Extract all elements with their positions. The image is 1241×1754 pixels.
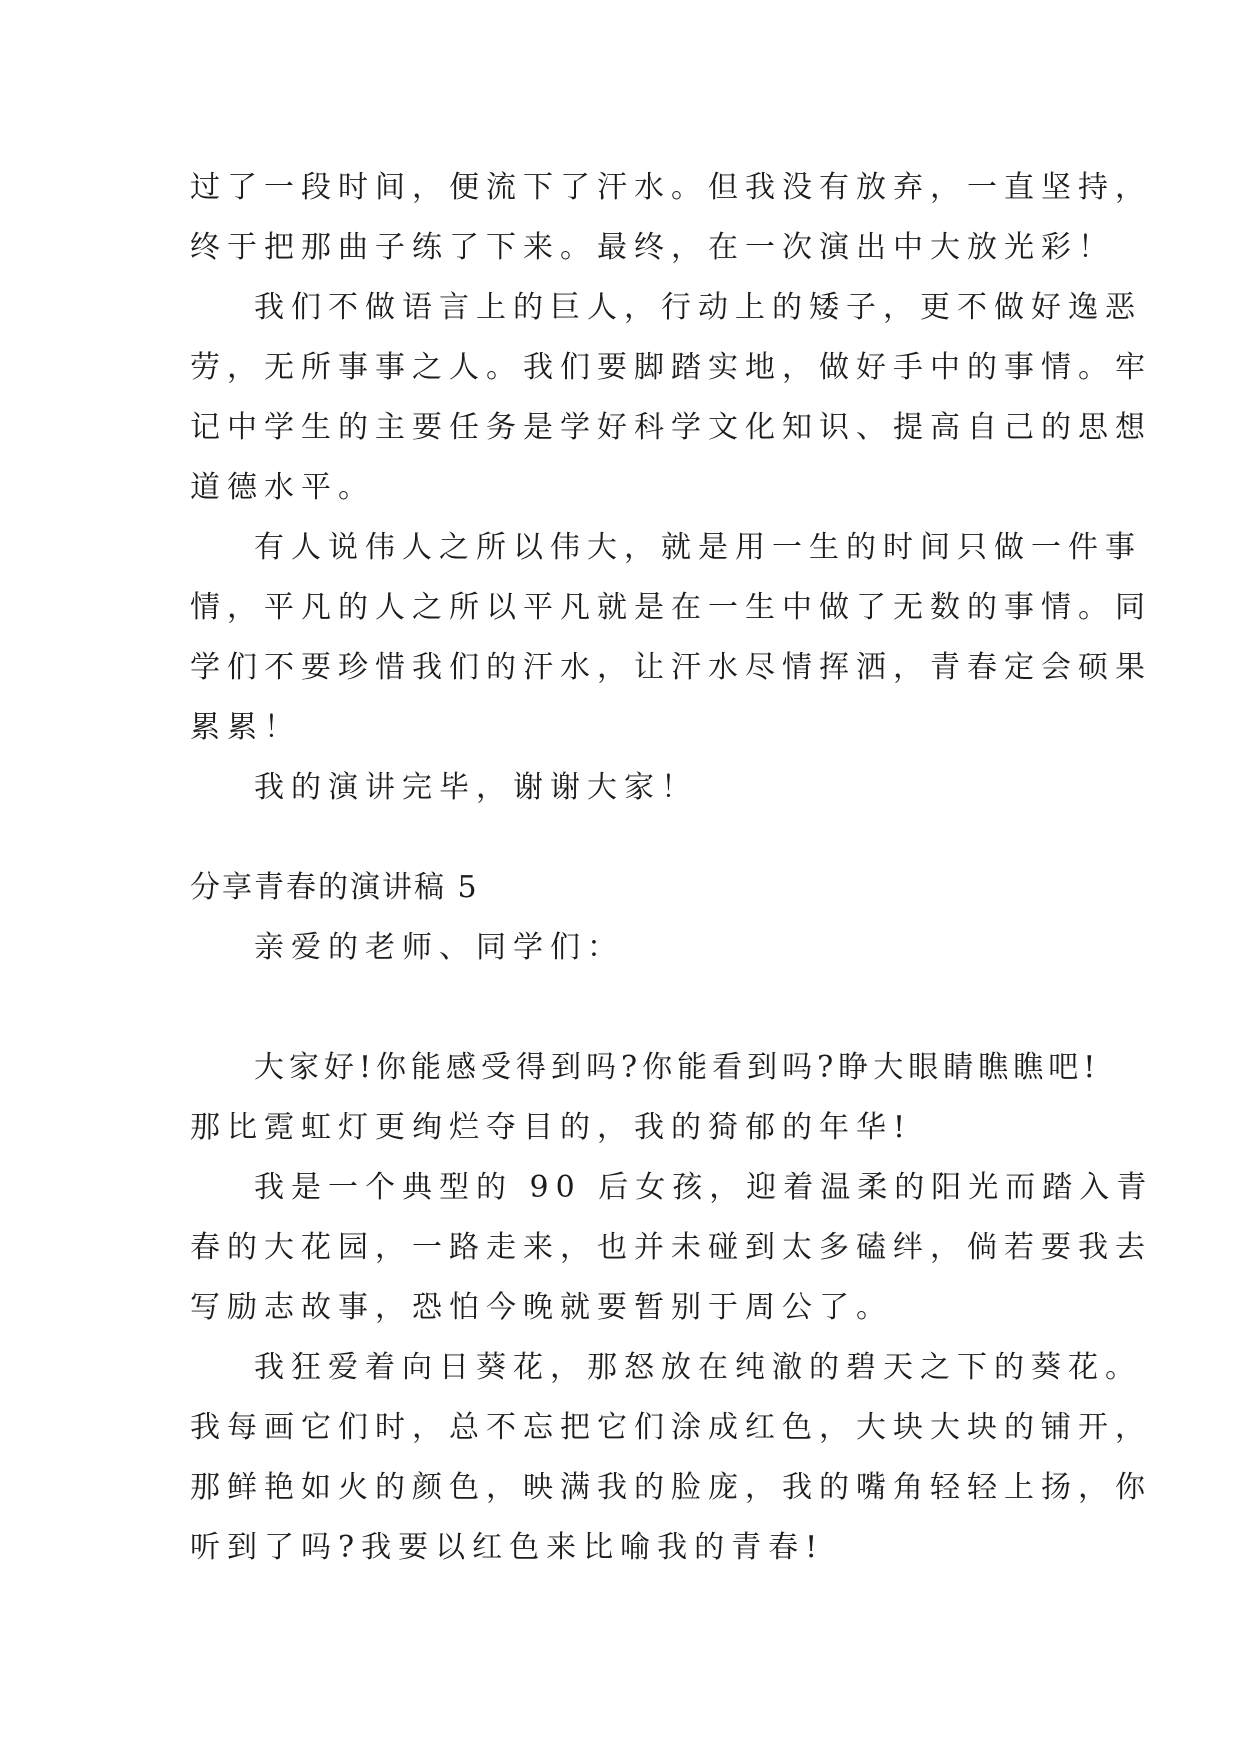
text-line: 学们不要珍惜我们的汗水，让汗水尽情挥洒，青春定会硕果: [190, 650, 1152, 685]
text-line: 记中学生的主要任务是学好科学文化知识、提高自己的思想: [190, 410, 1152, 445]
text-line: 那鲜艳如火的颜色，映满我的脸庞，我的嘴角轻轻上扬，你: [190, 1470, 1152, 1505]
text-line: 写励志故事，恐怕今晚就要暂别于周公了。: [190, 1290, 893, 1325]
text-line: 过了一段时间，便流下了汗水。但我没有放弃，一直坚持，: [190, 170, 1152, 205]
text-line: 终于把那曲子练了下来。最终，在一次演出中大放光彩！: [190, 230, 1115, 265]
text-line: 春的大花园，一路走来，也并未碰到太多磕绊，倘若要我去: [190, 1230, 1152, 1265]
paragraph-first-line: 我是一个典型的 90 后女孩，迎着温柔的阳光而踏入青: [254, 1170, 1154, 1205]
text-line: 我每画它们时，总不忘把它们涂成红色，大块大块的铺开，: [190, 1410, 1152, 1445]
paragraph-first-line: 我们不做语言上的巨人，行动上的矮子，更不做好逸恶: [254, 290, 1142, 325]
paragraph-first-line: 有人说伟人之所以伟大，就是用一生的时间只做一件事: [254, 530, 1142, 565]
text-line: 道德水平。: [190, 470, 375, 505]
paragraph-first-line: 我狂爱着向日葵花，那怒放在纯澈的碧天之下的葵花。: [254, 1350, 1142, 1385]
paragraph-first-line: 大家好!你能感受得到吗?你能看到吗?睁大眼睛瞧瞧吧!: [254, 1050, 1101, 1085]
text-line: 劳，无所事事之人。我们要脚踏实地，做好手中的事情。牢: [190, 350, 1152, 385]
text-line: 听到了吗?我要以红色来比喻我的青春!: [190, 1530, 825, 1565]
text-line: 那比霓虹灯更绚烂夺目的，我的猗郁的年华!: [190, 1110, 913, 1145]
text-line: 情，平凡的人之所以平凡就是在一生中做了无数的事情。同: [190, 590, 1152, 625]
salutation: 亲爱的老师、同学们：: [254, 930, 624, 965]
text-line: 累累！: [190, 710, 301, 745]
closing-line: 我的演讲完毕，谢谢大家！: [254, 770, 698, 805]
section-heading: 分享青春的演讲稿 5: [190, 870, 479, 905]
